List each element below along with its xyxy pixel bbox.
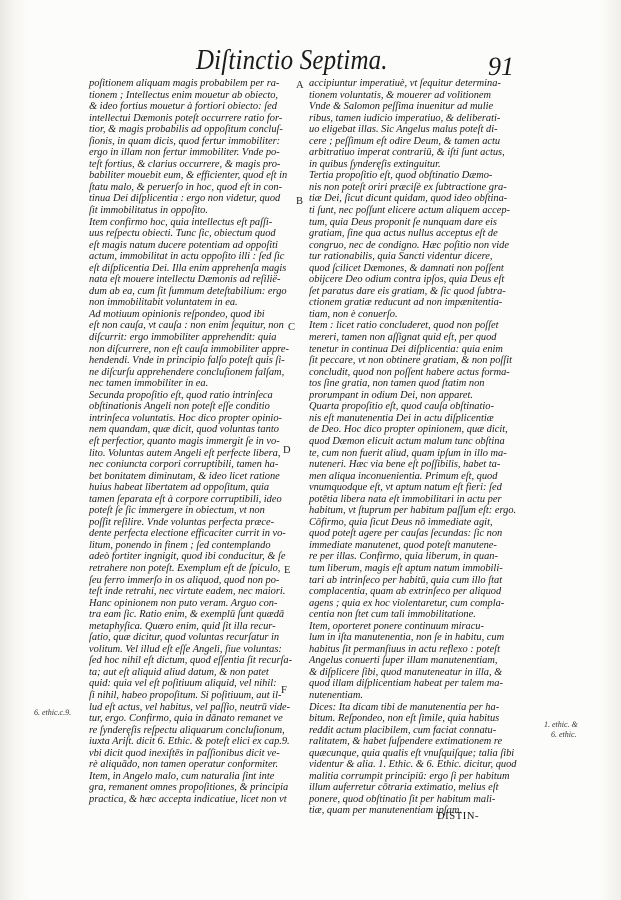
text-line: Item, in Angelo malo, cum naturalia ſint inte bbox=[89, 770, 275, 782]
text-line: vbi dicit quod inexiſtēs in paſſionibus dicit ve- bbox=[89, 747, 280, 759]
text-line: nem quandam, quæ dicit, quod voluntas tanto bbox=[89, 424, 279, 436]
text-line: Angelus conuerti ſuper illam manutenentiam, bbox=[309, 655, 498, 667]
text-line: nata eſt mouere intellectu Dæmonis ad reſilië- bbox=[89, 274, 281, 286]
catchword: DISTIN- bbox=[437, 811, 480, 822]
text-line: ribus, tamen iudicio imperatiuo, & deliberati- bbox=[309, 112, 501, 124]
text-line: adeò fortiter ingnigit, quod ibi conducitur, & ſe bbox=[89, 551, 286, 563]
margin-note-left: 6. ethic.c.9. bbox=[34, 708, 72, 717]
section-letter-d: D bbox=[283, 445, 291, 456]
text-line: tos ſine gratia, non tamen quod ſtatim non bbox=[309, 378, 485, 390]
text-line: obijcere Deo odium contra ipſos, quia Deus eſt bbox=[309, 274, 505, 286]
right-text-column bbox=[309, 78, 529, 817]
text-line: Item confirmo hoc, quia intellectus eſt paſſi- bbox=[89, 216, 273, 228]
text-line: Tertia propoſitio eſt, quod obſtinatio Dæmo- bbox=[309, 170, 493, 182]
text-line: & ideo fortius mouetur à fortiori obiecto: ſed bbox=[89, 101, 277, 113]
text-line: Cōfirmo, quia ſicut Deus nō immediate agit, bbox=[309, 516, 493, 528]
text-line: tenetur in continua Dei diſplicentia: quia enim bbox=[309, 343, 503, 355]
text-line: Item : licet ratio concluderet, quod non poſſet bbox=[309, 320, 499, 332]
text-line: bitum. Reſpondeo, non eſt ſimile, quia habitus bbox=[309, 713, 500, 725]
text-line: obſtinationis Angeli non poteſt eſſe conditio bbox=[89, 401, 270, 413]
text-line: Vnde & Salomon peſſima inuenitur ad mulie bbox=[309, 101, 494, 113]
text-line: centia non ſtet cum tali immobilitatione. bbox=[309, 609, 476, 621]
text-line: tur, ergo. Confirmo, quia in dānato remanet ve bbox=[89, 713, 283, 725]
text-line: re per illas. Confirmo, quia liberum, in quan- bbox=[309, 551, 498, 563]
text-line: gra, remanent omnes propoſitiones, & principia bbox=[89, 782, 289, 794]
text-line: in quibus ſynderęſis extinguitur. bbox=[309, 158, 441, 170]
text-line: ctionem gratiæ reducunt ad non impænitentia- bbox=[309, 297, 503, 309]
text-line: babiliter mouebit eum, & efficienter, quod eſt in bbox=[89, 170, 288, 182]
text-line: huius habeat libertatem ad oppoſitum, quia bbox=[89, 482, 270, 494]
text-line: potētia libera nata eſt immobilitari in actu per bbox=[309, 493, 502, 505]
text-line: nec coniuncta corpori corruptibili, tamen ha- bbox=[89, 459, 279, 471]
text-line: quid: quia vel eſt poſitiuum aliquid, vel nihil: bbox=[89, 678, 277, 690]
text-line: complacentia, quam ab extrinſeco per aliquod bbox=[309, 586, 502, 598]
text-line: tiam, non è conuerſo. bbox=[309, 308, 398, 320]
text-line: Ad motiuum opinionis reſpondeo, quod ibi bbox=[89, 308, 265, 320]
text-line: eſt magis natum ducere potentiam ad oppoſiti bbox=[89, 239, 278, 251]
text-line: dum ab ea, cum ſit ſummum deteſtabilium: ergo bbox=[89, 285, 287, 297]
left-text-column bbox=[89, 78, 293, 805]
text-line: retrahere non poteſt. Exemplum eſt de ſpiculo, bbox=[89, 562, 281, 574]
text-line: de Deo. Hoc dico propter opinionem, quæ dicit, bbox=[309, 424, 508, 436]
text-line: congruo, nec de condigno. Hæc poſitio non vide bbox=[309, 239, 509, 251]
text-line: dente perfecta electione efficaciter currit in vo- bbox=[89, 528, 286, 540]
text-line: ne diſcurſu apprehendere concluſionem falſam, bbox=[89, 366, 285, 378]
text-line: nis non poteſt oriri præciſè ex ſubtractione gra- bbox=[309, 181, 507, 193]
text-line: nis eſt manutenentia Dei in actu diſplicentiæ bbox=[309, 412, 494, 424]
page-number: 91 bbox=[488, 52, 514, 81]
text-line: eſt non cauſa, vt cauſa : non enim ſequitur, non bbox=[89, 320, 284, 332]
text-line: tiæ, quam per manutenentiam ipſam. bbox=[309, 805, 462, 817]
section-letter-f: F bbox=[281, 685, 287, 696]
text-line: lud eſt actus, vel habitus, vel paſſio, neutrū vide- bbox=[89, 701, 291, 713]
section-letter-b: B bbox=[296, 196, 304, 207]
text-line: ſit peccare, vt non obtinere gratiam, & non poſſit bbox=[309, 355, 512, 367]
text-line: Hanc opinionem non puto veram. Arguo con- bbox=[89, 597, 278, 609]
text-line: lum in iſta manutenentia, non ſe in habitu, cum bbox=[309, 632, 505, 644]
text-line: actum, immobilitat in actu oppoſito illi : ſed ſic bbox=[89, 251, 285, 263]
text-line: tum liberum, magis eſt aptum natum immobili- bbox=[309, 562, 503, 574]
section-letter-a: A bbox=[296, 80, 304, 91]
text-line: intellectui Dæmonis poteſt occurrere ratio for- bbox=[89, 112, 283, 124]
text-line: malitia corrumpit principiū: ergo ſi per habitum bbox=[309, 770, 510, 782]
text-line: reddit actum placibilem, cum faciat connatu- bbox=[309, 724, 497, 736]
text-line: non diſcurrere, non eſt cauſa immobiliter appre- bbox=[89, 343, 289, 355]
text-line: ſionis, in quam dicis, quod fertur immobiliter: bbox=[89, 135, 281, 147]
section-letter-e: E bbox=[284, 565, 291, 576]
section-letter-c: C bbox=[288, 322, 296, 333]
text-line: ſtatu malo, & peruerſo in hoc, quod eſt in con- bbox=[89, 181, 283, 193]
text-line: Secunda propoſitio eſt, quod ratio intrinſeca bbox=[89, 389, 273, 401]
text-line: tinua Dei diſplicentia : ergo non videtur, quod bbox=[89, 193, 281, 205]
text-line: hendendi. Vnde in principio falſo poteſt quis ſi- bbox=[89, 355, 285, 367]
text-line: bet bonitatem diminutam, & ideo licet ratione bbox=[89, 470, 280, 482]
text-line: illum auferretur cōtraria extimatio, melius eſt bbox=[309, 782, 499, 794]
text-line: volitum. Vel illud eſt eſſe Angeli, ſiue voluntas: bbox=[89, 643, 282, 655]
text-line: te, cum non fuerit aliud, quam ipſum in illo ma- bbox=[309, 447, 507, 459]
text-line: poteſt ſe ſic immergere in obiectum, vt non bbox=[89, 505, 265, 517]
text-line: quæcunque, quia qualis eſt vnuſquiſque; talia ſibi bbox=[309, 747, 515, 759]
text-line: ſed hoc nihil eſt dictum, quod eſſentia ſit recurſa- bbox=[89, 655, 293, 667]
text-line: lito. Voluntas autem Angeli eſt perfecte libera, bbox=[89, 447, 281, 459]
text-line: eſt perfectior, quanto magis immergit ſe in vo- bbox=[89, 435, 280, 447]
text-line: rè aliquādo, non tamen operatur conformiter. bbox=[89, 759, 279, 771]
text-line: ſet paratus dare eis gratiam, & ſic quod ſubtra- bbox=[309, 285, 506, 297]
text-line: Item, oporteret ponere continuum miracu- bbox=[309, 620, 484, 632]
text-line: vnumquodque eſt, vt aptum natum eſt fieri: ſed bbox=[309, 482, 502, 494]
text-line: tum, quia Deus proponit ſe nunquam dare eis bbox=[309, 216, 497, 228]
text-line: nec tamen immobiliter in ea. bbox=[89, 378, 209, 390]
text-line: ti ſunt, nec poſſunt elicere actum aliquem accep- bbox=[309, 205, 511, 217]
page-title: Diſtinctio Septima. bbox=[196, 44, 388, 76]
text-line: tamen ſeparata eſt à corpore corruptibili, ideo bbox=[89, 493, 282, 505]
text-line: agens ; quia ex hoc violentaretur, cum compla- bbox=[309, 597, 505, 609]
text-line: non immobilitabit voluntatem in ea. bbox=[89, 297, 238, 309]
text-line: mereri, tamen non aſſignat quid eſt, per quod bbox=[309, 332, 497, 344]
text-line: habitus ſit permanſiuus in actu reflexo : poteſt bbox=[309, 643, 500, 655]
text-line: metaphyſica. Quæro enim, quid ſit illa recur- bbox=[89, 620, 276, 632]
text-line: quod ſcilicet Dæmones, & damnati non poſſent bbox=[309, 262, 504, 274]
text-line: uo eligebat illas. Sic Angelus malus poteſt di- bbox=[309, 124, 498, 136]
text-line: teſt fortius, & clarius occurrere, & magis pro- bbox=[89, 158, 281, 170]
text-line: quod Dæmon elicuit actum malum tunc obſtina bbox=[309, 435, 505, 447]
text-line: litum, ponendo in finem ; ſed contemplando bbox=[89, 539, 271, 551]
margin-note-right-1: 1. ethic. & bbox=[544, 720, 578, 729]
text-line: tionem ; Intellectus enim mouetur ab obiecto, bbox=[89, 89, 279, 101]
text-line: tior, & magis probabilis ad oppoſitum concluſ- bbox=[89, 124, 283, 136]
text-line: tionem voluntatis, & mouerer ad volitionem bbox=[309, 89, 492, 101]
text-line: cere ; peſſimum eſt odire Deum, & tamen actu bbox=[309, 135, 501, 147]
text-line: poſſit reſilire. Vnde voluntas perfecta præce- bbox=[89, 516, 275, 528]
text-line: nutenentiam. bbox=[309, 689, 363, 701]
text-line: poſitionem aliquam magis probabilem per ra- bbox=[89, 78, 280, 89]
text-line: diſcurrit: ergo immobiliter apprehendit: quia bbox=[89, 332, 277, 344]
text-line: intrinſeca voluntatis. Hoc dico propter opinio- bbox=[89, 412, 282, 424]
text-line: iuxta Ariſt. dicit 6. Ethic. & poteſt elici ex cap.9. bbox=[89, 736, 290, 748]
text-line: ſi nihil, habeo propoſitum. Si poſitiuum, aut il- bbox=[89, 689, 282, 701]
text-line: gratiam, ſine qua actus nullus acceptus eſt de bbox=[309, 228, 498, 240]
text-line: teſt inde retrahi, nec virtute eadem, nec maiori. bbox=[89, 586, 286, 598]
text-line: prorumpant in odium Dei, non apparet. bbox=[309, 389, 474, 401]
text-line: ponere, quod obſtinatio ſit per habitum mali- bbox=[309, 793, 496, 805]
text-line: ergo in illam non fertur immobiliter. Vnde po- bbox=[89, 147, 280, 159]
text-line: re ſynderęſis reſpectu aliquarum concluſionum, bbox=[89, 724, 285, 736]
text-line: ta; aut eſt aliquid aliud datum, & non patet bbox=[89, 666, 269, 678]
text-line: tra eam ſic. Ratio enim, & exemplū ſunt quædā bbox=[89, 609, 285, 621]
text-line: tari ab intrinſeco per habitū, quia cum illo ſtat bbox=[309, 574, 503, 586]
text-line: ſit immobilitatus in oppoſito. bbox=[89, 205, 208, 217]
text-line: men aliqua inconuenientia. Primum eſt, quod bbox=[309, 470, 498, 482]
text-line: tiæ Dei, ſicut dicunt quidam, quod ideo obſtina- bbox=[309, 193, 508, 205]
text-line: ralitatem, & habet ſuſpendere extimationem re bbox=[309, 736, 503, 748]
text-line: tur rationabilis, quia Sancti videntur dicere, bbox=[309, 251, 493, 263]
text-line: habitum, vt ſtuprum per habitum paſſum eſt: ergo. bbox=[309, 505, 517, 517]
text-line: ſatio, quæ dicitur, quod voluntas recurſatur in bbox=[89, 632, 280, 644]
text-line: quod illam diſplicentiam habeat per talem ma- bbox=[309, 678, 503, 690]
text-line: ſeu ferro immerſo in os aliquod, quod non po- bbox=[89, 574, 280, 586]
text-line: quod poteſt agere per cauſas ſecundas: ſic non bbox=[309, 528, 503, 540]
text-line: nuteneri. Hæc via bene eſt poſſibilis, habet ta- bbox=[309, 459, 501, 471]
text-line: accipiuntur imperatiuè, vt ſequitur determina- bbox=[309, 78, 501, 89]
text-line: arbitratiuo imperat contrariū, & iſti ſunt actus, bbox=[309, 147, 505, 159]
text-line: & diſplicere ſibi, quod manuteneatur in illa, & bbox=[309, 666, 503, 678]
text-line: eſt diſplicentia Dei. Illa enim apprehenſa magis bbox=[89, 262, 287, 274]
text-line: concludit, quod non poſſent habere actus forma- bbox=[309, 366, 510, 378]
text-line: Quarta propoſitio eſt, quod cauſa obſtinatio- bbox=[309, 401, 494, 413]
margin-note-right-2: 6. ethic. bbox=[551, 730, 577, 739]
text-line: uus reſpectu obiecti. Tunc ſic, obiectum quod bbox=[89, 228, 276, 240]
text-line: videntur & alia. 1. Ethic. & 6. Ethic. dicitur, quod bbox=[309, 759, 517, 771]
text-line: immediate manutenet, quod poteſt manutene- bbox=[309, 539, 497, 551]
text-line: practica, & hæc accepta indicatiue, licet non vt bbox=[89, 793, 287, 805]
text-line: Dices: Ita dicam tibi de manutenentia per ha- bbox=[309, 701, 500, 713]
